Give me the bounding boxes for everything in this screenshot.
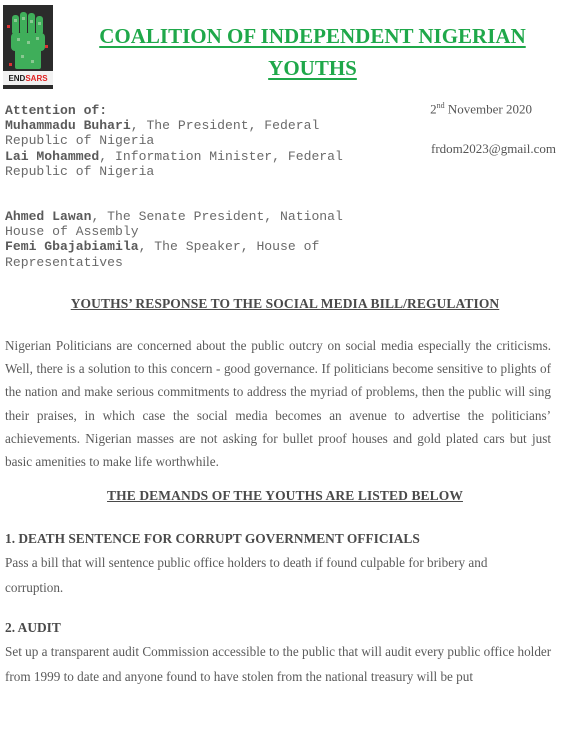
organization-title: COALITION OF INDEPENDENT NIGERIAN YOUTHS [99,24,526,80]
letter-date: 2nd November 2020 [430,101,532,117]
addressee-block-2 [5,209,360,270]
response-heading: YOUTHS’ RESPONSE TO THE SOCIAL MEDIA BILL/REGULATION [70,296,500,311]
contact-email: frdom2023@gmail.com [431,141,556,156]
recipient-lai-mohammed: Lai Mohammed, Information Minister, Federal Republic of Nigeria [5,148,343,179]
demand-1-title: 1. DEATH SENTENCE FOR CORRUPT GOVERNMENT OFFICIALS [5,531,420,546]
recipient-lawan: Ahmed Lawan, The Senate President, National House of Assembly [5,209,343,240]
raised-fist-icon [3,5,53,89]
recipient-gbajabiamila: Femi Gbajabiamila, The Speaker, House of Representatives [5,239,320,270]
logo-wordmark: ENDSARS [8,74,48,83]
intro-paragraph: Nigerian Politicians are concerned about the public outcry on social media especially the criticisms. Well, there is a solution to this concern - good governance. If politicians become sensitive to plights of the nation and make serious commitments to address the myriad of problems, then the public will sing their praises, in which case the social media becomes an avenue to advertise the politicians’ achievements. Nigerian masses are not asking for bullet proof houses and gold plated cars but just basic amenities to make life worthwhile. [5,338,551,470]
addressee-block-1 [5,103,360,179]
demand-1-text: Pass a bill that will sentence public office holders to death if found culpable for bribery and corruption. [5,555,488,595]
demand-2-text: Set up a transparent audit Commission accessible to the public that will audit every public office holder from 1999 to date and anyone found to have stolen from the national treasury will be put [5,644,552,684]
demand-2-title: 2. AUDIT [5,620,61,635]
recipient-buhari: Muhammadu Buhari, The President, Federal Republic of Nigeria [5,118,320,149]
demands-heading: THE DEMANDS OF THE YOUTHS ARE LISTED BELOW [107,488,463,503]
endsars-logo [3,5,53,89]
attention-label: Attention of: [5,103,108,118]
